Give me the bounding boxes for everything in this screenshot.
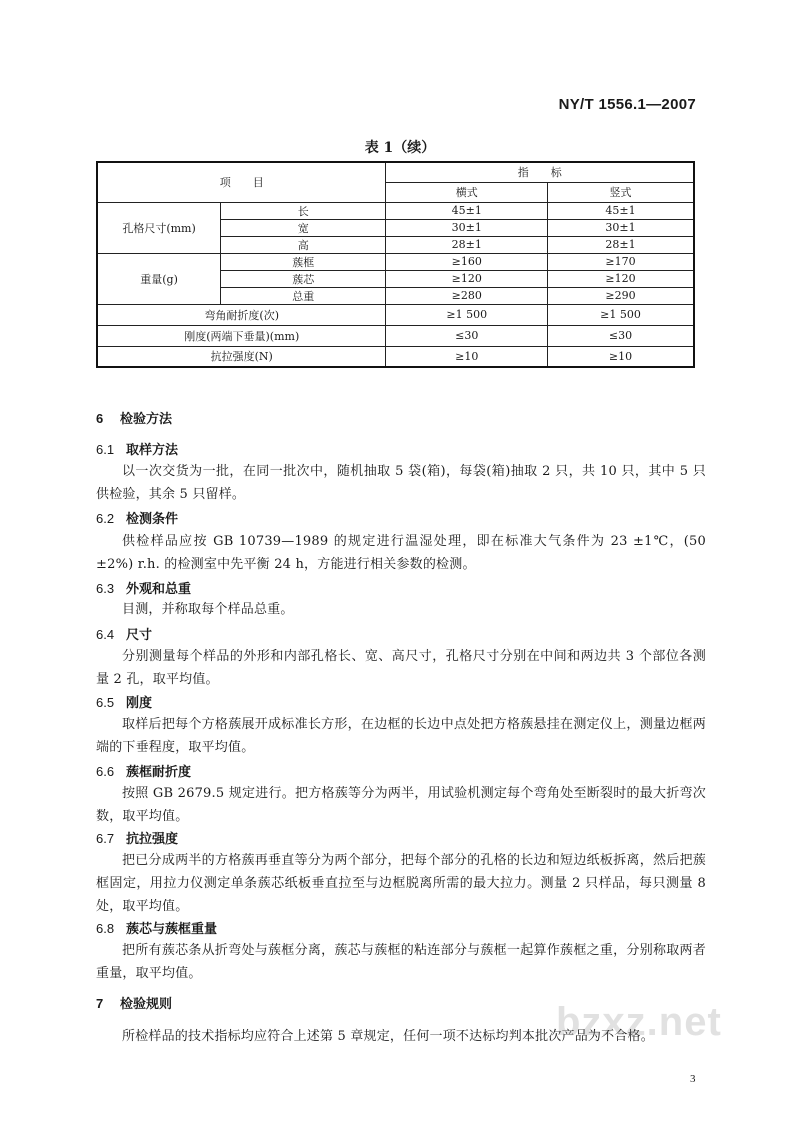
section-heading bbox=[96, 920, 704, 939]
col-v-header: 竖式 bbox=[547, 182, 694, 202]
section-number: 6.2 bbox=[96, 511, 115, 526]
cell-v: ≤30 bbox=[547, 325, 694, 346]
group-weight-label: 重量(g) bbox=[97, 253, 221, 304]
section-text: 把所有蔟芯条从折弯处与蔟框分离，蔟芯与蔟框的粘连部分与蔟框一起算作蔟框之重，分别称取两者重量，取平均值。 bbox=[96, 943, 706, 981]
section-text: 取样后把每个方格蔟展开成标准长方形，在边框的长边中点处把方格蔟悬挂在测定仪上，测量边框两端的下垂程度，取平均值。 bbox=[96, 717, 706, 755]
section-heading bbox=[96, 694, 704, 713]
section-heading bbox=[96, 510, 704, 529]
table-caption: 表 1（续） bbox=[364, 140, 436, 156]
cell-v: 30±1 bbox=[547, 219, 694, 236]
table-row bbox=[97, 202, 694, 219]
row-label: 蔟框 bbox=[221, 253, 386, 270]
section-title: 检验规则 bbox=[120, 997, 173, 1012]
row-label: 刚度(两端下垂量)(mm) bbox=[97, 325, 386, 346]
row-label: 抗拉强度(N) bbox=[97, 346, 386, 367]
section-number: 6.7 bbox=[96, 831, 115, 846]
watermark: bzxz.net bbox=[556, 1000, 722, 1044]
cell-h: ≥120 bbox=[386, 270, 547, 287]
section-number: 6 bbox=[96, 411, 104, 426]
section-text: 按照 GB 2679.5 规定进行。把方格蔟等分为两半，用试验机测定每个弯角处至断裂时的最大折弯次数，取平均值。 bbox=[96, 786, 706, 824]
col-index-header: 指 标 bbox=[386, 162, 694, 182]
spec-table bbox=[96, 161, 695, 368]
cell-h: ≥10 bbox=[386, 346, 547, 367]
cell-h: 28±1 bbox=[386, 236, 547, 253]
page-number: 3 bbox=[690, 1073, 696, 1085]
cell-v: 28±1 bbox=[547, 236, 694, 253]
section-heading bbox=[96, 410, 704, 429]
col-h-header: 横式 bbox=[386, 182, 547, 202]
cell-v: 45±1 bbox=[547, 202, 694, 219]
section-number: 6.8 bbox=[96, 921, 115, 936]
table-row bbox=[97, 253, 694, 270]
section-title: 刚度 bbox=[126, 696, 153, 711]
table-row bbox=[97, 304, 694, 325]
section-text: 供检样品应按 GB 10739—1989 的规定进行温湿处理，即在标准大气条件为 23 ±1℃，(50 ±2%) r.h. 的检测室中先平衡 24 h，方能进行相关参数的检测。 bbox=[96, 534, 706, 572]
table-row bbox=[97, 346, 694, 367]
section-number: 6.6 bbox=[96, 764, 115, 779]
cell-v: ≥170 bbox=[547, 253, 694, 270]
row-label: 蔟芯 bbox=[221, 270, 386, 287]
section-title: 检验方法 bbox=[120, 412, 173, 427]
section-title: 取样方法 bbox=[126, 443, 179, 458]
cell-h: 45±1 bbox=[386, 202, 547, 219]
section-text: 目测，并称取每个样品总重。 bbox=[122, 602, 294, 617]
row-label: 宽 bbox=[221, 219, 386, 236]
section-number: 6.5 bbox=[96, 695, 115, 710]
cell-v: ≥1 500 bbox=[547, 304, 694, 325]
section-heading bbox=[96, 626, 704, 645]
section-number: 6.3 bbox=[96, 581, 115, 596]
cell-h: ≤30 bbox=[386, 325, 547, 346]
col-item-header: 项 目 bbox=[97, 162, 386, 202]
section-heading bbox=[96, 441, 704, 460]
cell-h: ≥160 bbox=[386, 253, 547, 270]
section-text: 以一次交货为一批，在同一批次中，随机抽取 5 袋(箱)，每袋(箱)抽取 2 只，共 10 只，其中 5 只供检验，其余 5 只留样。 bbox=[96, 464, 706, 502]
cell-h: ≥280 bbox=[386, 287, 547, 304]
section-title: 蔟芯与蔟框重量 bbox=[126, 922, 218, 937]
table-header-row bbox=[97, 162, 694, 182]
cell-v: ≥10 bbox=[547, 346, 694, 367]
section-text: 所检样品的技术指标均应符合上述第 5 章规定，任何一项不达标均判本批次产品为不合格。 bbox=[122, 1029, 654, 1044]
section-heading bbox=[96, 580, 704, 599]
section-number: 6.4 bbox=[96, 627, 115, 642]
row-label: 弯角耐折度(次) bbox=[97, 304, 386, 325]
section-number: 7 bbox=[96, 996, 104, 1011]
section-title: 尺寸 bbox=[126, 628, 153, 643]
row-label: 高 bbox=[221, 236, 386, 253]
cell-v: ≥290 bbox=[547, 287, 694, 304]
section-title: 检测条件 bbox=[126, 512, 179, 527]
cell-h: 30±1 bbox=[386, 219, 547, 236]
section-text: 分别测量每个样品的外形和内部孔格长、宽、高尺寸，孔格尺寸分别在中间和两边共 3 个部位各测量 2 孔，取平均值。 bbox=[96, 649, 706, 687]
standard-code: NY/T 1556.1—2007 bbox=[558, 96, 696, 113]
section-number: 6.1 bbox=[96, 442, 115, 457]
section-heading bbox=[96, 830, 704, 849]
cell-v: ≥120 bbox=[547, 270, 694, 287]
section-text: 把已分成两半的方格蔟再垂直等分为两个部分，把每个部分的孔格的长边和短边纸板拆离，然后把蔟框固定，用拉力仪测定单条蔟芯纸板垂直拉至与边框脱离所需的最大拉力。测量 2 只样品，每只测量 8 处，取平均值。 bbox=[96, 853, 706, 914]
group-size-label: 孔格尺寸(mm) bbox=[97, 202, 221, 253]
section-heading bbox=[96, 763, 704, 782]
section-title: 抗拉强度 bbox=[126, 832, 179, 847]
row-label: 长 bbox=[221, 202, 386, 219]
section-title: 外观和总重 bbox=[126, 582, 192, 597]
section-title: 蔟框耐折度 bbox=[126, 765, 192, 780]
row-label: 总重 bbox=[221, 287, 386, 304]
table-row bbox=[97, 325, 694, 346]
cell-h: ≥1 500 bbox=[386, 304, 547, 325]
